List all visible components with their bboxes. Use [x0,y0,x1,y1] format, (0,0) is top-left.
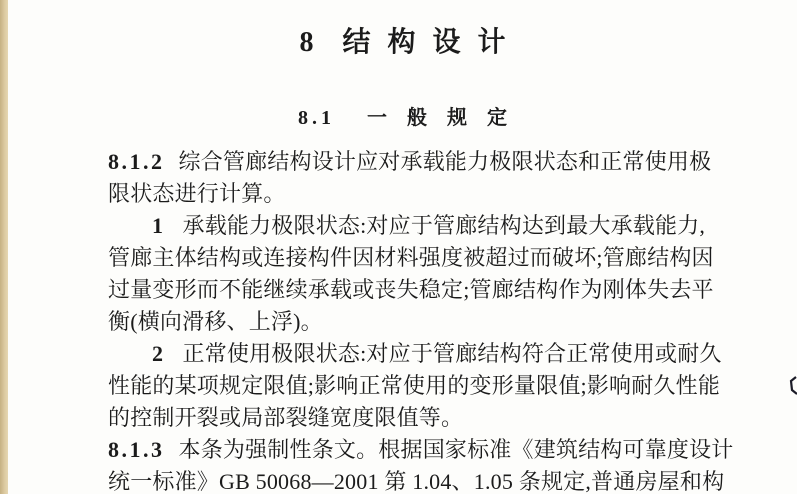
list-item-line [108,338,722,370]
clause-text: 衡(横向滑移、上浮)。 [108,309,323,334]
item-number: 1 [152,213,166,238]
clause-line [108,146,712,178]
page-edge-strip [0,0,8,494]
clause-line [108,242,714,274]
body-text [108,146,734,494]
item-number: 2 [152,341,166,366]
clause-text: 本条为强制性条文。根据国家标准《建筑结构可靠度设计 [178,437,734,462]
clause-line [108,306,694,338]
clause-text: 的控制开裂或局部裂缝宽度限值等。 [108,405,464,430]
clause-number: 8.1.3 [108,437,165,462]
clause-text: 综合管廊结构设计应对承载能力极限状态和正常使用极 [178,149,712,174]
clause-number: 8.1.2 [108,149,165,174]
clause-text: 性能的某项规定限值;影响正常使用的变形量限值;影响耐久性能 [108,373,721,398]
clause-line [108,370,721,402]
clause-text: 管廊主体结构或连接构件因材料强度被超过而破坏;管廊结构因 [108,245,714,270]
section-title: 8.1 一 般 规 定 [298,107,511,129]
clause-line [108,402,694,434]
clause-text: 过量变形而不能继续承载或丧失稳定;管廊结构作为刚体失去平 [108,277,714,302]
chapter-title: 8 结 构 设 计 [299,27,511,58]
item-text: 正常使用极限状态:对应于管廊结构符合正常使用或耐久 [182,341,722,366]
clause-text: 限状态进行计算。 [108,181,286,206]
clause-text: 统一标准》GB 50068—2001 第 1.04、1.05 条规定,普通房屋和构 [108,469,725,494]
clause-line [108,178,694,210]
clause-line [108,434,734,466]
list-item-line [108,210,706,242]
scan-edge-artifact-icon [789,376,797,396]
clause-line [108,466,725,494]
clause-line [108,274,714,306]
item-text: 承载能力极限状态:对应于管廊结构达到最大承载能力, [182,213,706,238]
